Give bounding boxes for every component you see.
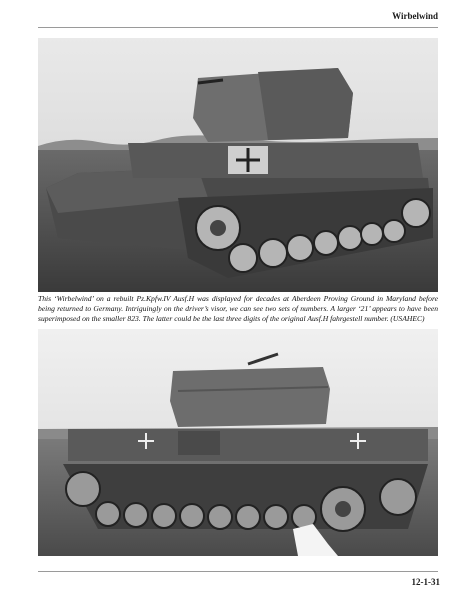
wirbelwind-tank-front-three-quarter-photo (38, 38, 438, 292)
bottom-photo (38, 329, 438, 556)
photo-caption: This ‘Wirbelwind’ on a rebuilt Pz.Kpfw.IV Ausf.H was displayed for decades at Aberdeen Proving Ground in Maryland before being returned to Germany. Intriguingly on the driver’s visor, we can see two sets of numbers. A larger ‘21’ appears to have been superimposed on the smaller 823. The latter could be the last three digits of the original Ausf.H fahrgestell number. (USAHEC) (38, 294, 438, 323)
top-photo (38, 38, 438, 292)
page-number: 12-1-31 (411, 577, 440, 587)
wirbelwind-tank-side-photo (38, 329, 438, 556)
header-rule (38, 27, 438, 28)
footer-rule (38, 571, 438, 572)
running-header-title: Wirbelwind (392, 11, 438, 21)
